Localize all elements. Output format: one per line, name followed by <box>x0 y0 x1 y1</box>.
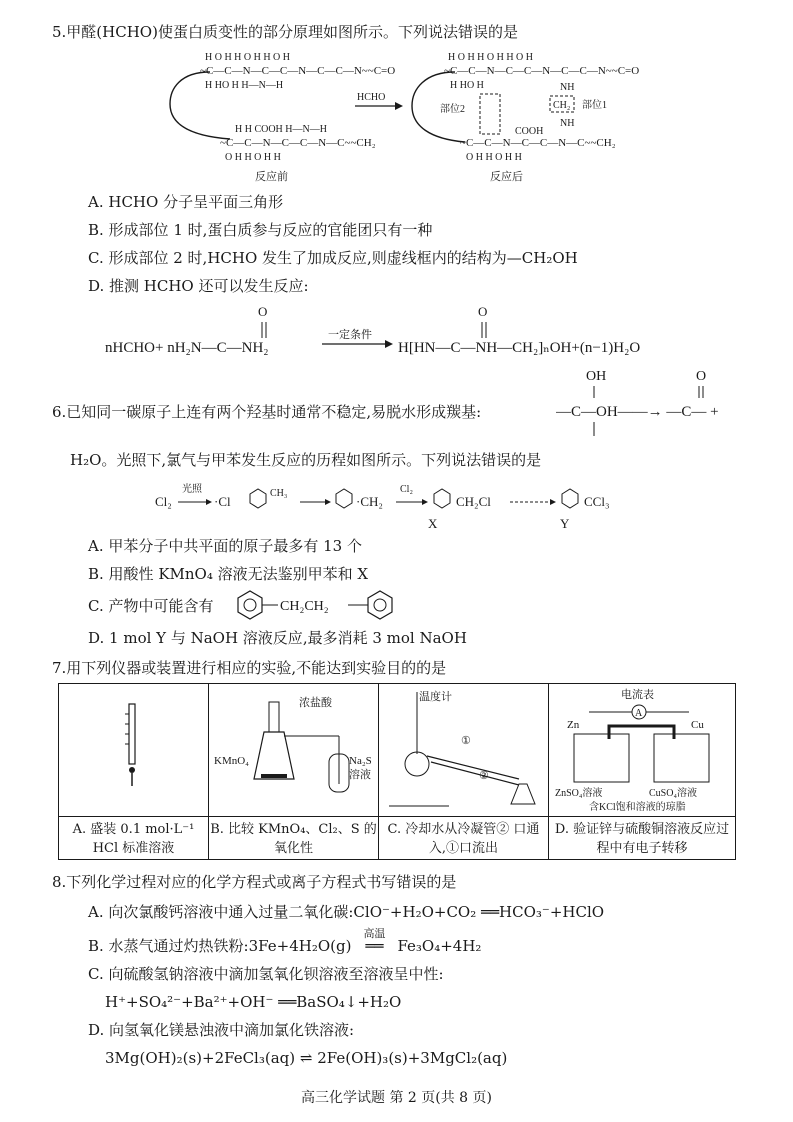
q6-option-d[interactable]: D. 1 mol Y 与 NaOH 溶液反应,最多消耗 3 mol NaOH <box>88 629 467 647</box>
q7-cell-c[interactable] <box>379 684 549 859</box>
q7-d-zn: Zn <box>567 719 580 731</box>
q6-y-label: Y <box>560 516 570 531</box>
q7-b-conc-hcl: 浓盐酸 <box>299 697 332 709</box>
q7-oxidation-figure <box>209 684 377 814</box>
svg-text:H HO H H—N—H: H HO H H—N—H <box>205 80 284 91</box>
svg-text:~C—C—N—C—C—N—C—C—N~~C=O: ~C—C—N—C—C—N—C—C—N~~C=O <box>444 65 640 77</box>
q7-d-cu: Cu <box>691 719 704 731</box>
q6-stem-tail: —C—OH——→ —C— + <box>556 404 719 420</box>
q6-cl2-second: Cl₂ <box>400 484 413 495</box>
q7-caption-a: A. 盛装 0.1 mol·L⁻¹ HCl 标准溶液 <box>59 816 208 861</box>
q5-after-structure <box>412 52 639 183</box>
q7-b-solution: 溶液 <box>349 769 371 781</box>
q5-cooh: COOH <box>515 126 544 137</box>
q6-option-c-structure <box>228 588 418 624</box>
svg-text:H H COOH H—N—H: H H COOH H—N—H <box>235 124 327 135</box>
q7-cell-figure <box>549 684 735 814</box>
svg-text:O H H O H H: O H H O H H <box>466 152 522 163</box>
q5-label-after: 反应后 <box>490 171 523 183</box>
q5-label-before: 反应前 <box>255 171 288 183</box>
q7-caption-c: C. 冷却水从冷凝管② 口通入,①口流出 <box>379 816 548 861</box>
q6-cl-radical: ·Cl <box>214 494 231 509</box>
q6-oh-label: OH <box>586 369 607 384</box>
svg-text:H O H H O H H O H: H O H H O H H O H <box>205 52 290 63</box>
q5-option-a[interactable]: A. HCHO 分子呈平面三角形 <box>88 193 284 211</box>
q6-option-b[interactable]: B. 用酸性 KMnO₄ 溶液无法鉴别甲苯和 X <box>88 565 369 583</box>
q7-d-cuso4: CuSO₄溶液 <box>649 788 697 799</box>
q6-o-label: O <box>696 369 707 384</box>
q8-b-post: Fe₃O₄+4H₂ <box>397 937 482 955</box>
q6-x-label: X <box>428 516 438 531</box>
q7-c-thermometer: 温度计 <box>419 691 452 703</box>
q8-option-c[interactable]: C. 向硫酸氢钠溶液中滴加氢氧化钡溶液至溶液呈中性: <box>88 965 444 983</box>
q6-c-bridge: CH₂CH₂ <box>280 599 329 614</box>
q6-ccl3: CCl₃ <box>584 494 610 509</box>
q6-carbonyl-scheme <box>556 366 756 442</box>
q5-stem: 5.甲醛(HCHO)使蛋白质变性的部分原理如图所示。下列说法错误的是 <box>52 23 518 41</box>
q7-d-bridge: 含KCl饱和溶液的琼脂 <box>589 802 686 813</box>
q8-b-condition: 高温 <box>363 927 386 940</box>
q5-eq-cond: 一定条件 <box>328 329 372 341</box>
svg-text:NH: NH <box>560 118 575 129</box>
svg-text:O H H O H H: O H H O H H <box>225 152 281 163</box>
q7-apparatus-table <box>58 683 736 860</box>
q7-caption-b: B. 比较 KMnO₄、Cl₂、S 的氧化性 <box>209 816 378 861</box>
q7-b-na2s: Na₂S <box>349 755 372 767</box>
q6-ch2cl: CH₂Cl <box>456 494 491 509</box>
q5-site2: 部位2 <box>440 104 465 115</box>
q5-eq-o1: O <box>258 304 268 319</box>
q6-option-a[interactable]: A. 甲苯分子中共平面的原子最多有 13 个 <box>88 537 362 555</box>
q7-c-port2: ② <box>479 770 489 782</box>
q7-d-ammeter: 电流表 <box>621 689 654 701</box>
q7-cell-b[interactable] <box>209 684 379 859</box>
q7-c-port1: ① <box>461 735 471 747</box>
q5-option-b[interactable]: B. 形成部位 1 时,蛋白质参与反应的官能团只有一种 <box>88 221 433 239</box>
q5-site1: 部位1 <box>582 100 607 111</box>
q8-stem: 8.下列化学过程对应的化学方程式或离子方程式书写错误的是 <box>52 873 457 891</box>
q8-option-a[interactable]: A. 向次氯酸钙溶液中通入过量二氧化碳:ClO⁻+H₂O+CO₂ ══HCO₃⁻+HClO <box>88 903 605 921</box>
q5-d-equation <box>100 300 750 362</box>
q7-caption-d: D. 验证锌与硫酸铜溶液反应过程中有电子转移 <box>549 816 735 861</box>
q5-protein-diagram <box>150 44 670 186</box>
svg-text:H O H H O H H O H: H O H H O H H O H <box>448 52 533 63</box>
q6-stem: 6.已知同一碳原子上连有两个羟基时通常不稳定,易脱水形成羰基: <box>52 403 482 421</box>
svg-text:~C—C—N—C—C—N—C~~CH₂: ~C—C—N—C—C—N—C~~CH₂ <box>460 137 616 149</box>
page-footer: 高三化学试题 第 2 页(共 8 页) <box>301 1090 492 1106</box>
q6-light: 光照 <box>182 484 202 495</box>
q7-cell-d[interactable] <box>549 684 735 859</box>
q6-chlorination-scheme <box>150 476 650 534</box>
q7-burette-figure <box>59 684 207 814</box>
q5-option-c[interactable]: C. 形成部位 2 时,HCHO 发生了加成反应,则虚线框内的结构为—CH₂OH <box>88 249 578 267</box>
q5-reaction-arrow <box>355 92 403 110</box>
q8-option-d-equation: 3Mg(OH)₂(s)+2FeCl₃(aq) ⇌ 2Fe(OH)₃(s)+3MgCl₂(aq) <box>105 1049 508 1067</box>
q5-eq-left: nHCHO+ nH₂N—C—NH₂ <box>105 340 269 356</box>
q8-b-equals: 高温 ══ <box>351 936 397 956</box>
q7-stem: 7.用下列仪器或装置进行相应的实验,不能达到实验目的的是 <box>52 659 447 677</box>
q5-reagent: HCHO <box>357 92 386 103</box>
q7-distillation-figure <box>379 684 547 814</box>
q7-cell-a[interactable] <box>59 684 209 859</box>
q6-cl2: Cl₂ <box>155 494 172 509</box>
q7-b-kmno4: KMnO₄ <box>214 755 250 767</box>
q8-option-c-equation: H⁺+SO₄²⁻+Ba²⁺+OH⁻ ══BaSO₄↓+H₂O <box>105 993 402 1011</box>
q6-ch3: CH₃ <box>270 488 288 499</box>
q6-option-c[interactable]: C. 产物中可能含有 <box>88 597 214 615</box>
q8-b-pre: B. 水蒸气通过灼热铁粉:3Fe+4H₂O(g) <box>88 937 352 955</box>
q6-stem2: H₂O。光照下,氯气与甲苯发生反应的历程如图所示。下列说法错误的是 <box>70 451 542 469</box>
svg-text:~C—C—N—C—C—N—C—C—N~~C=O: ~C—C—N—C—C—N—C—C—N~~C=O <box>200 65 396 77</box>
q5-nh-top: NH <box>560 82 575 93</box>
svg-text:H HO H: H HO H <box>450 80 484 91</box>
q5-eq-o2: O <box>478 304 488 319</box>
q5-option-d[interactable]: D. 推测 HCHO 还可以发生反应: <box>88 277 309 295</box>
q8-option-b[interactable] <box>88 927 482 956</box>
q5-eq-right: H[HN—C—NH—CH₂]ₙOH+(n−1)H₂O <box>398 340 641 356</box>
q7-d-a: A <box>635 708 643 719</box>
q7-d-znso4: ZnSO₄溶液 <box>555 788 603 799</box>
q5-ch2-box: CH₂ <box>553 100 571 111</box>
q6-ch2-radical: ·CH₂ <box>356 494 383 509</box>
q5-before-structure <box>170 52 395 183</box>
svg-text:~C—C—N—C—C—N—C~~CH₂: ~C—C—N—C—C—N—C~~CH₂ <box>220 137 376 149</box>
q8-option-d[interactable]: D. 向氢氧化镁悬浊液中滴加氯化铁溶液: <box>88 1021 355 1039</box>
